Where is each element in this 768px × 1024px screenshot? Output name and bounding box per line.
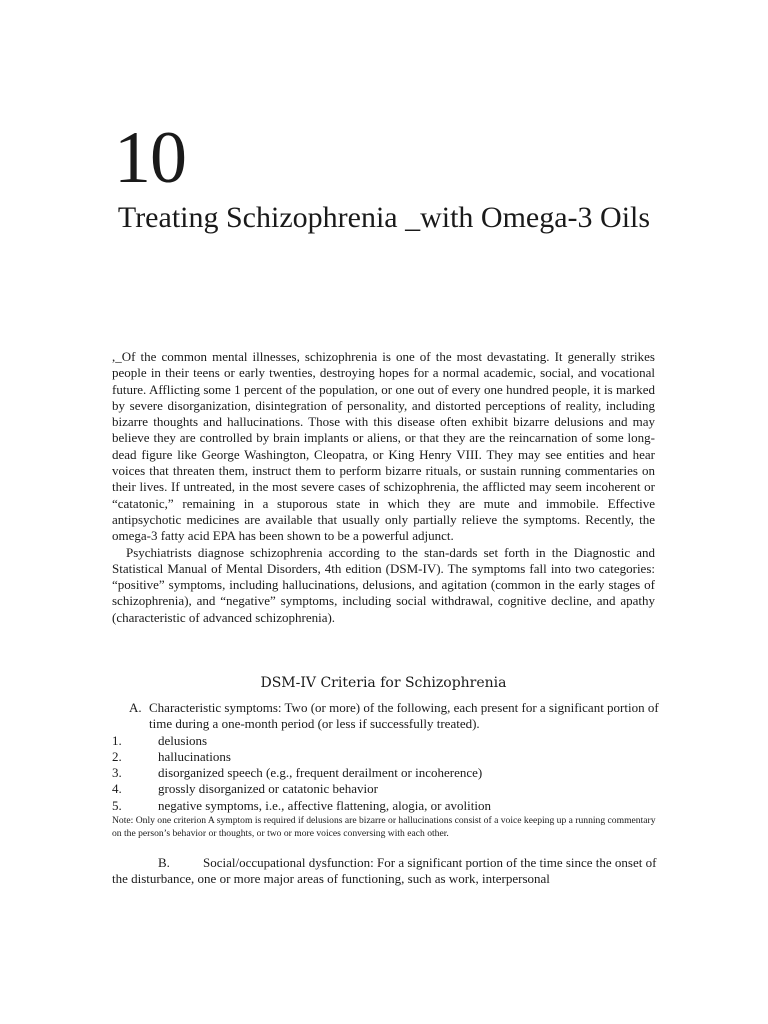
list-item-number: 1. bbox=[112, 732, 122, 748]
criterion-b bbox=[112, 855, 660, 888]
criterion-a-list bbox=[112, 733, 660, 814]
list-item-number: 4. bbox=[112, 781, 122, 797]
body-paragraph-2: Psychiatrists diagnose schizophrenia according to the stan-dards set forth in the Diagnostic and Statistical Manual of Mental Disorders, 4th edition (DSM-IV). The symptoms fall into two categories: “positive” symptoms, including hallucinations, delusions, and agitation (common in the early stages of schizophrenia), and “negative” symptoms, including social withdrawal, cognitive decline, and apathy (characteristic of advanced schizophrenia). bbox=[112, 544, 655, 625]
criteria-heading: DSM-IV Criteria for Schizophrenia bbox=[260, 675, 507, 691]
list-item-text: grossly disorganized or catatonic behavior bbox=[158, 781, 378, 797]
criterion-b-text: Social/occupational dysfunction: For a significant portion of the time since the onset of the disturbance, one or more major areas of functioning, such as work, interpersonal bbox=[112, 855, 657, 887]
criterion-note: Note: Only one criterion A symptom is required if delusions are bizarre or hallucinations consist of a voice keeping up a running commentary on the person’s behavior or thoughts, or two or more voices conversing with each other. bbox=[112, 815, 656, 839]
body-paragraph-1: ,_Of the common mental illnesses, schizophrenia is one of the most devastating. It generally strikes people in their teens or early twenties, destroying hopes for a normal academic, social, and vocational future. Afflicting some 1 percent of the population, or one out of every one hundred people, it is marked by severe disorganization, disintegration of personality, and distorted perceptions of reality, including bizarre thoughts and hallucinations. Those with this disease often exhibit bizarre delusions and may believe they are controlled by brain implants or aliens, or that they are the reincarnation of some long-dead figure like George Washington, Cleopatra, or King Henry VIII. They may see entities and hear voices that threaten them, instruct them to perform bizarre rituals, or sustain running commentaries on their lives. If untreated, in the most severe cases of schizophrenia, the afflicted may seem incoherent or “catatonic,” remaining in a stuporous state in which they are mute and immobile. Effective antipsychotic medicines are available that usually only partially relieve the symptoms. Recently, the omega-3 fatty acid EPA has been shown to be a powerful adjunct. bbox=[112, 349, 655, 544]
list-item bbox=[112, 733, 660, 749]
list-item-number: 3. bbox=[112, 765, 122, 781]
criterion-b-letter: B. bbox=[158, 855, 170, 870]
list-item-number: 2. bbox=[112, 748, 122, 764]
list-item-text: hallucinations bbox=[158, 748, 231, 764]
list-item-text: delusions bbox=[158, 732, 208, 748]
chapter-number: 10 bbox=[114, 117, 186, 199]
list-item bbox=[112, 765, 660, 781]
criteria-a-section bbox=[112, 700, 660, 840]
list-item-number: 5. bbox=[112, 797, 122, 813]
body-text bbox=[112, 349, 655, 626]
criterion-a-letter: A. bbox=[129, 700, 142, 715]
list-item bbox=[112, 749, 660, 765]
list-item bbox=[112, 798, 660, 814]
list-item-text: negative symptoms, i.e., affective flattening, alogia, or avolition bbox=[158, 797, 491, 813]
chapter-title: Treating Schizophrenia _with Omega-3 Oils bbox=[117, 201, 651, 234]
list-item bbox=[112, 781, 660, 797]
criterion-a-text: Characteristic symptoms: Two (or more) of the following, each present for a significant portion of time during a one-month period (or less if successfully treated). bbox=[149, 700, 659, 732]
criterion-a bbox=[112, 700, 660, 733]
list-item-text: disorganized speech (e.g., frequent derailment or incoherence) bbox=[158, 765, 483, 781]
